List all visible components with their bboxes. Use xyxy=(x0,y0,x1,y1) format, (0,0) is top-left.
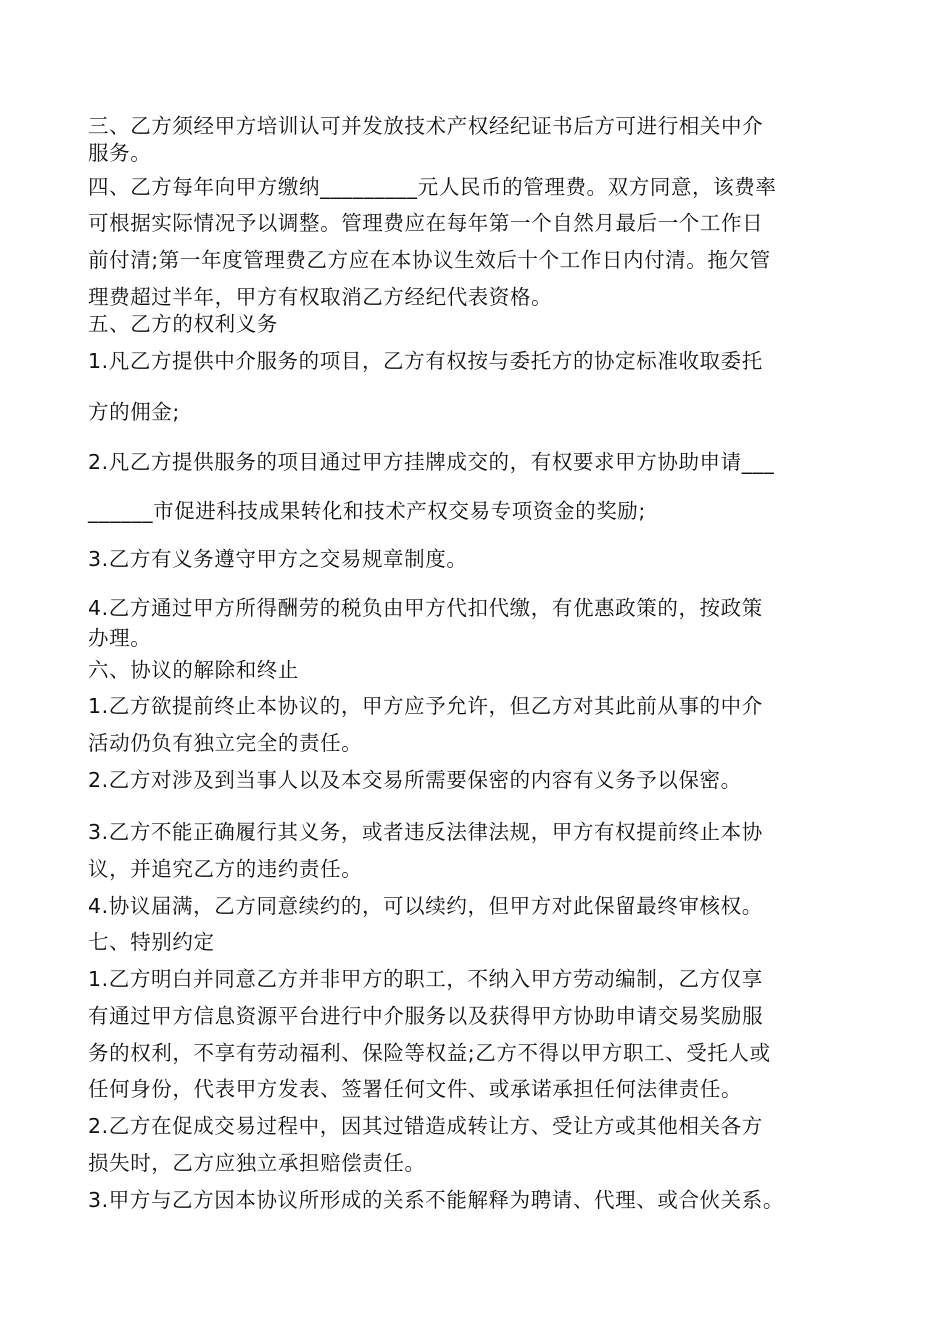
section-7-item-2-line-2: 损失时，乙方应独立承担赔偿责任。 xyxy=(88,1151,426,1175)
section-5-item-4-line-2: 办理。 xyxy=(88,626,152,650)
clause-4-line-1: 四、乙方每年向甲方缴纳_________元人民币的管理费。双方同意，该费率 xyxy=(88,175,777,199)
section-5-item-1-line-1: 1.凡乙方提供中介服务的项目，乙方有权按与委托方的协定标准收取委托 xyxy=(88,349,763,373)
section-7-item-1-line-4: 任何身份，代表甲方发表、签署任何文件、或承诺承担任何法律责任。 xyxy=(88,1077,743,1101)
section-6-item-1-line-2: 活动仍负有独立完全的责任。 xyxy=(88,731,363,755)
section-6-item-3-line-1: 3.乙方不能正确履行其义务，或者违反法律法规，甲方有权提前终止本协 xyxy=(88,820,763,844)
section-6-item-2: 2.乙方对涉及到当事人以及本交易所需要保密的内容有义务予以保密。 xyxy=(88,768,742,792)
clause-4-line-4: 理费超过半年，甲方有权取消乙方经纪代表资格。 xyxy=(88,285,553,309)
section-5-item-4-line-1: 4.乙方通过甲方所得酬劳的税负由甲方代扣代缴，有优惠政策的，按政策 xyxy=(88,596,763,620)
section-7-item-1-line-2: 有通过甲方信息资源平台进行中介服务以及获得甲方协助申请交易奖励服 xyxy=(88,1004,764,1028)
clause-3-line-2: 服务。 xyxy=(88,141,152,165)
clause-3-line-1: 三、乙方须经甲方培训认可并发放技术产权经纪证书后方可进行相关中介 xyxy=(88,114,764,138)
section-5-item-2-line-2: ______市促进科技成果转化和技术产权交易专项资金的奖励; xyxy=(88,499,646,523)
section-7-item-1-line-3: 务的权利，不享有劳动福利、保险等权益;乙方不得以甲方职工、受托人或 xyxy=(88,1041,771,1065)
section-6-item-1-line-1: 1.乙方欲提前终止本协议的，甲方应予允许，但乙方对其此前从事的中介 xyxy=(88,694,763,718)
section-7-heading: 七、特别约定 xyxy=(88,930,215,954)
section-5-item-1-line-2: 方的佣金; xyxy=(88,400,180,424)
section-5-item-3: 3.乙方有义务遵守甲方之交易规章制度。 xyxy=(88,547,468,571)
section-6-item-3-line-2: 议，并追究乙方的违约责任。 xyxy=(88,857,363,881)
clause-4-line-3: 前付清;第一年度管理费乙方应在本协议生效后十个工作日内付清。拖欠管 xyxy=(88,248,771,272)
section-5-heading: 五、乙方的权利义务 xyxy=(88,312,278,336)
clause-4-line-2: 可根据实际情况予以调整。管理费应在每年第一个自然月最后一个工作日 xyxy=(88,211,764,235)
section-7-item-2-line-1: 2.乙方在促成交易过程中，因其过错造成转让方、受让方或其他相关各方 xyxy=(88,1114,763,1138)
section-6-heading: 六、协议的解除和终止 xyxy=(88,658,299,682)
section-6-item-4: 4.协议届满，乙方同意续约的，可以续约，但甲方对此保留最终审核权。 xyxy=(88,894,763,918)
section-7-item-3: 3.甲方与乙方因本协议所形成的关系不能解释为聘请、代理、或合伙关系。 xyxy=(88,1188,784,1212)
section-5-item-2-line-1: 2.凡乙方提供服务的项目通过甲方挂牌成交的，有权要求甲方协助申请___ xyxy=(88,450,775,474)
section-7-item-1-line-1: 1.乙方明白并同意乙方并非甲方的职工，不纳入甲方劳动编制，乙方仅享 xyxy=(88,967,763,991)
